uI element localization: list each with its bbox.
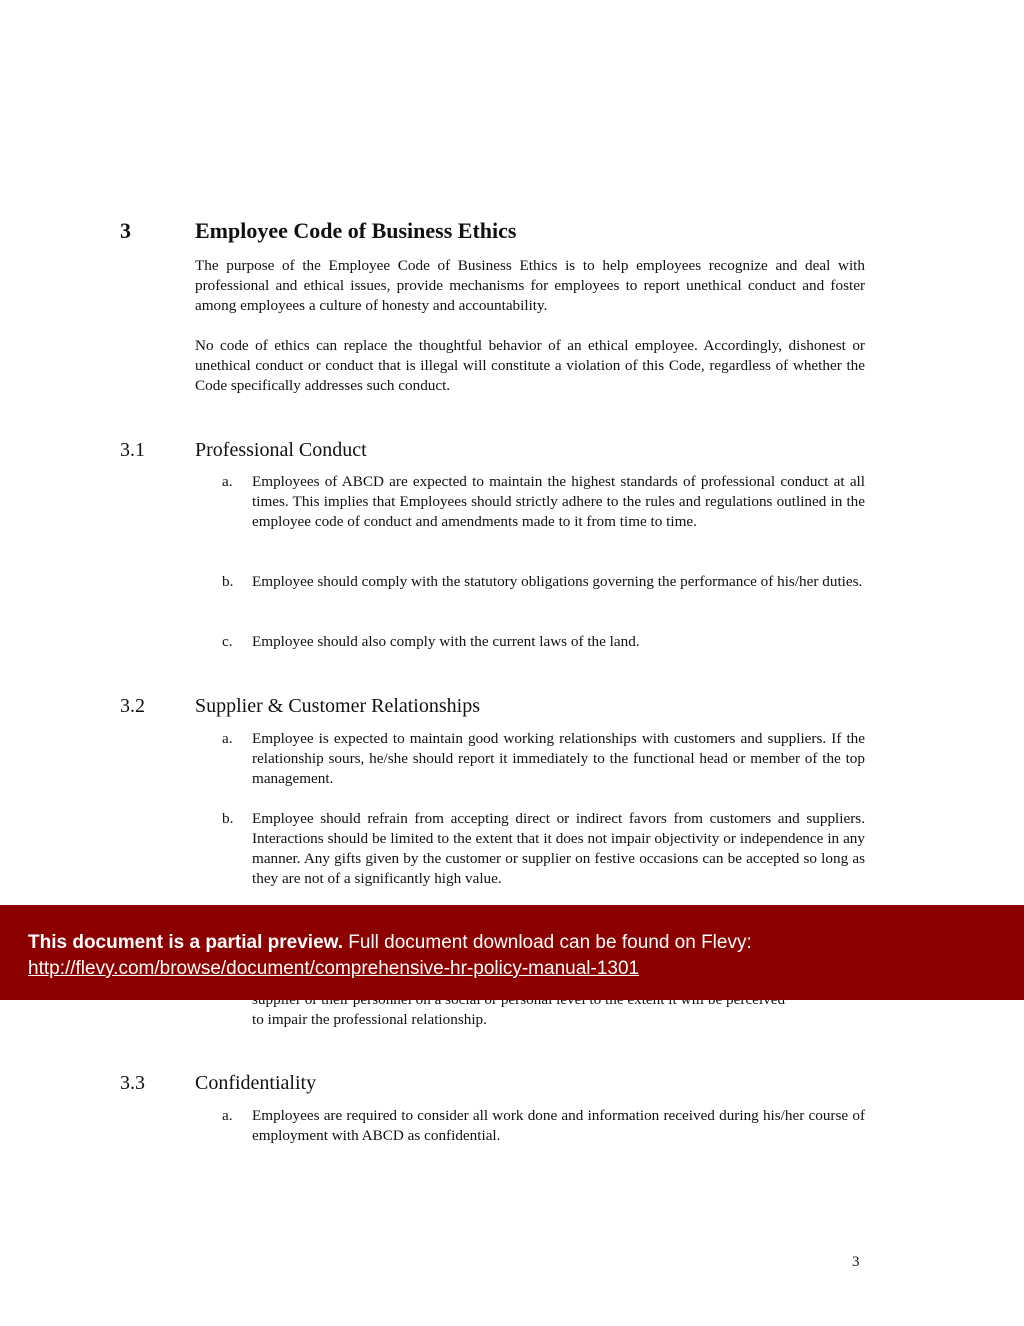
page-number: 3 bbox=[852, 1254, 860, 1270]
list-item-letter: a. bbox=[222, 730, 233, 747]
list-item-letter: a. bbox=[222, 473, 233, 490]
subsection-number: 3.2 bbox=[120, 695, 145, 717]
subsection-number: 3.3 bbox=[120, 1072, 145, 1094]
list-item-text: Employee should refrain from accepting direct or indirect favors from customers and suppliers. Interactions should be limited to the extent that it does not impair objectivity or independence in any manner. Any gifts given by the customer or supplier on festive occasions can be accepted so long as they are not of a significantly high value. bbox=[252, 810, 865, 887]
subsection-number: 3.1 bbox=[120, 439, 145, 461]
paragraph: The purpose of the Employee Code of Business Ethics is to help employees recognize and deal with professional and ethical issues, provide mechanisms for employees to report unethical conduct and foster among employees a culture of honesty and accountability. bbox=[195, 257, 865, 314]
banner-message bbox=[28, 931, 752, 955]
list-item-text: Employee is expected to maintain good working relationships with customers and suppliers. If the relationship sours, he/she should report it immediately to the functional head or member of the top management. bbox=[252, 730, 865, 787]
paragraph: No code of ethics can replace the thoughtful behavior of an ethical employee. Accordingly, dishonest or unethical conduct or conduct that is illegal will constitute a violation of this Code, regardless of whether the Code specifically addresses such conduct. bbox=[195, 337, 865, 394]
subsection-title: Professional Conduct bbox=[195, 439, 367, 461]
section-number: 3 bbox=[120, 218, 131, 243]
list-item-letter: b. bbox=[222, 573, 234, 590]
subsection-title: Supplier & Customer Relationships bbox=[195, 695, 480, 717]
download-link[interactable]: http://flevy.com/browse/document/comprehensive-hr-policy-manual-1301 bbox=[28, 958, 640, 979]
list-item-text: Employee should comply with the statutory obligations governing the performance of his/her duties. bbox=[252, 573, 863, 590]
list-item-letter: b. bbox=[222, 810, 234, 827]
list-item-letter: a. bbox=[222, 1107, 233, 1124]
list-item-text: to impair the professional relationship. bbox=[252, 1011, 487, 1028]
list-item-letter: c. bbox=[222, 633, 233, 650]
list-item-text: Employees of ABCD are expected to maintain the highest standards of professional conduct at all times. This implies that Employees should strictly adhere to the rules and regulations outlined in the employee code of conduct and amendments made to it from time to time. bbox=[252, 473, 865, 530]
banner-strong-text: This document is a partial preview. bbox=[28, 932, 343, 953]
preview-banner bbox=[0, 905, 1024, 1000]
list-item-text: Employee should also comply with the current laws of the land. bbox=[252, 633, 640, 650]
subsection-title: Confidentiality bbox=[195, 1072, 317, 1094]
section-title: Employee Code of Business Ethics bbox=[195, 218, 517, 243]
banner-text: Full document download can be found on Flevy: bbox=[348, 932, 752, 953]
list-item-text: Employees are required to consider all work done and information received during his/her course of employment with ABCD as confidential. bbox=[252, 1107, 865, 1144]
